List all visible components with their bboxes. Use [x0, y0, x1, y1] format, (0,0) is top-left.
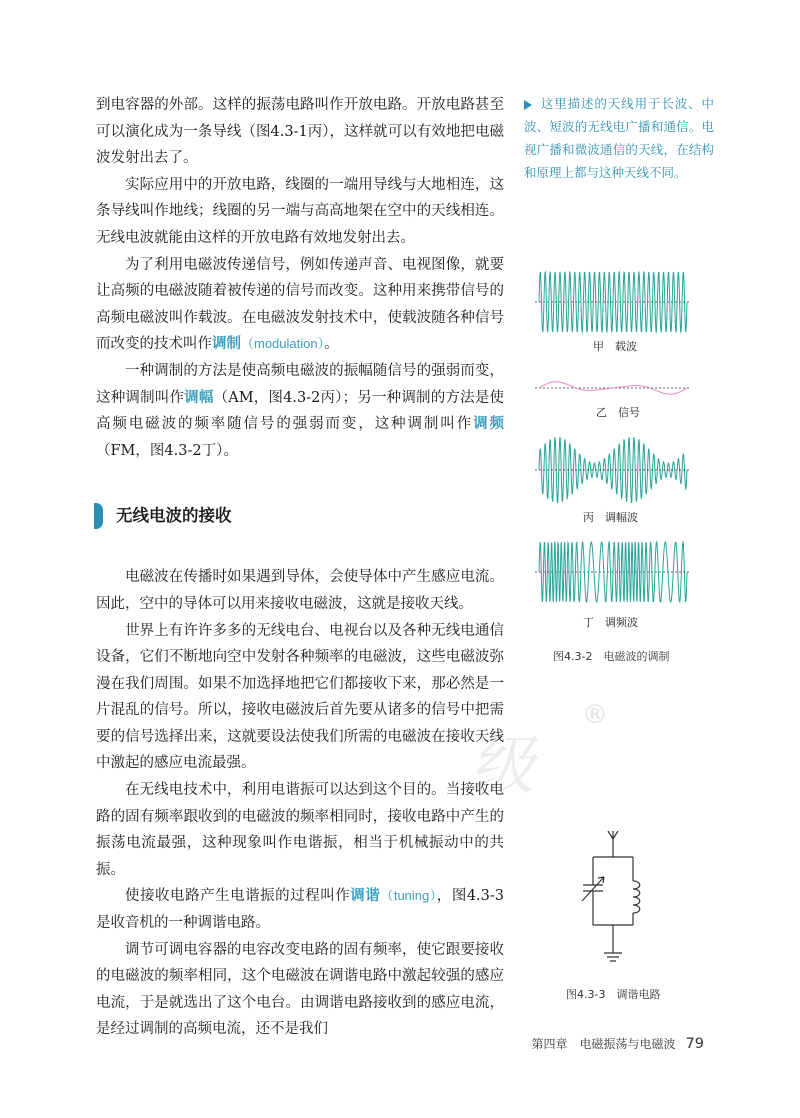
section-title: 无线电波的接收 — [116, 506, 232, 526]
paragraph: 一种调制的方法是使高频电磁波的振幅随信号的强弱而变，这种调制叫作调幅（AM，图4.3-2丙）；另一种调制的方法是使高频电磁波的频率随信号的强弱而变，这种调制叫作调频（FM，图4.3-2丁）。 — [96, 362, 505, 459]
fm-wave — [535, 542, 691, 602]
paragraph: 实际应用中的开放电路，线圈的一端用导线与大地相连，这条导线叫作地线；线圈的另一端与高高地架在空中的天线相连。无线电波就能由这样的开放电路有效地发射出去。 — [96, 176, 504, 246]
antenna-icon — [608, 831, 618, 849]
triangle-bullet-icon — [524, 100, 532, 110]
chapter-title: 第四章 电磁振荡与电磁波 — [531, 1037, 676, 1051]
term-tuning: 调谐 — [350, 888, 381, 905]
paragraph: 调节可调电容器的电容改变电路的固有频率，使它跟要接收的电磁波的频率相同，这个电磁波在调谐电路中激起较强的感应电流，于是就选出了这个电台。由调谐电路接收到的感应电流，是经过调制的高频电流，还不是我们 — [96, 941, 504, 1038]
page-number: 79 — [685, 1036, 704, 1052]
registered-mark: ® — [582, 700, 608, 730]
publisher-watermark: 级 — [470, 730, 534, 804]
modulation-figure — [535, 262, 695, 620]
caption-fm: 丁 调频波 — [583, 616, 638, 629]
paragraph: 在无线电技术中，利用电谐振可以达到这个目的。当接收电路的固有频率跟收到的电磁波的频率相同时，接收电路中产生的振荡电流最强，这种现象叫作电谐振，相当于机械振动中的共振。 — [96, 782, 504, 878]
inductor-coil-icon — [633, 881, 640, 913]
tuning-circuit-diagram — [570, 827, 670, 977]
main-text — [96, 92, 504, 1043]
figure-caption: 图4.3-3 调谐电路 — [566, 988, 661, 1001]
caption-carrier: 甲 载波 — [593, 340, 637, 353]
carrier-wave-line — [539, 272, 687, 332]
caption-signal: 乙 信号 — [596, 406, 640, 419]
carrier-wave — [535, 272, 691, 332]
heading-marker-icon — [94, 503, 103, 529]
section-heading — [94, 502, 504, 530]
figure-caption: 图4.3-2 电磁波的调制 — [553, 650, 670, 663]
ground-icon — [604, 953, 622, 961]
paragraph: 电磁波在传播时如果遇到导体，会使导体中产生感应电流。因此，空中的导体可以用来接收电磁波，这就是接收天线。 — [96, 569, 504, 612]
english-term: （modulation） — [241, 336, 325, 352]
am-wave — [535, 437, 691, 503]
signal-wave — [535, 382, 691, 395]
term-am: 调幅 — [184, 389, 214, 406]
page-footer — [532, 1035, 704, 1052]
paragraph: 使接收电路产生电谐振的过程叫作调谐（tuning），图4.3-3是收音机的一种调谐电路。 — [96, 888, 505, 932]
term-modulation: 调制 — [212, 336, 241, 353]
caption-am: 丙 调幅波 — [583, 511, 638, 524]
paragraph: 到电容器的外部。这样的振荡电路叫作开放电路。开放电路甚至可以演化成为一条导线（图4.3-1丙），这样就可以有效地把电磁波发射出去了。 — [96, 97, 504, 167]
paragraph: 世界上有许许多多的无线电台、电视台以及各种无线电通信设备，它们不断地向空中发射各种频率的电磁波，这些电磁波弥漫在我们周围。如果不加选择地把它们都接收下来，那必然是一片混乱的信号。所以，接收电磁波后首先要从诸多的信号中把需要的信号选择出来，这就要设法使我们所需的电磁波在接收天线中激起的感应电流最强。 — [96, 622, 504, 772]
term-fm: 调频 — [473, 416, 505, 433]
side-note: 这里描述的天线用于长波、中波、短波的无线电广播和通信。电视广播和微波通信的天线，在结构和原理上都与这种天线不同。 — [524, 96, 714, 180]
english-term: （tuning） — [380, 888, 437, 904]
paragraph: 为了利用电磁波传递信号，例如传递声音、电视图像，就要让高频的电磁波随着被传递的信号而改变。这种用来携带信号的高频电磁波叫作载波。在电磁波发射技术中，使载波随各种信号而改变的技术叫作调制（modulation）。 — [96, 256, 504, 353]
